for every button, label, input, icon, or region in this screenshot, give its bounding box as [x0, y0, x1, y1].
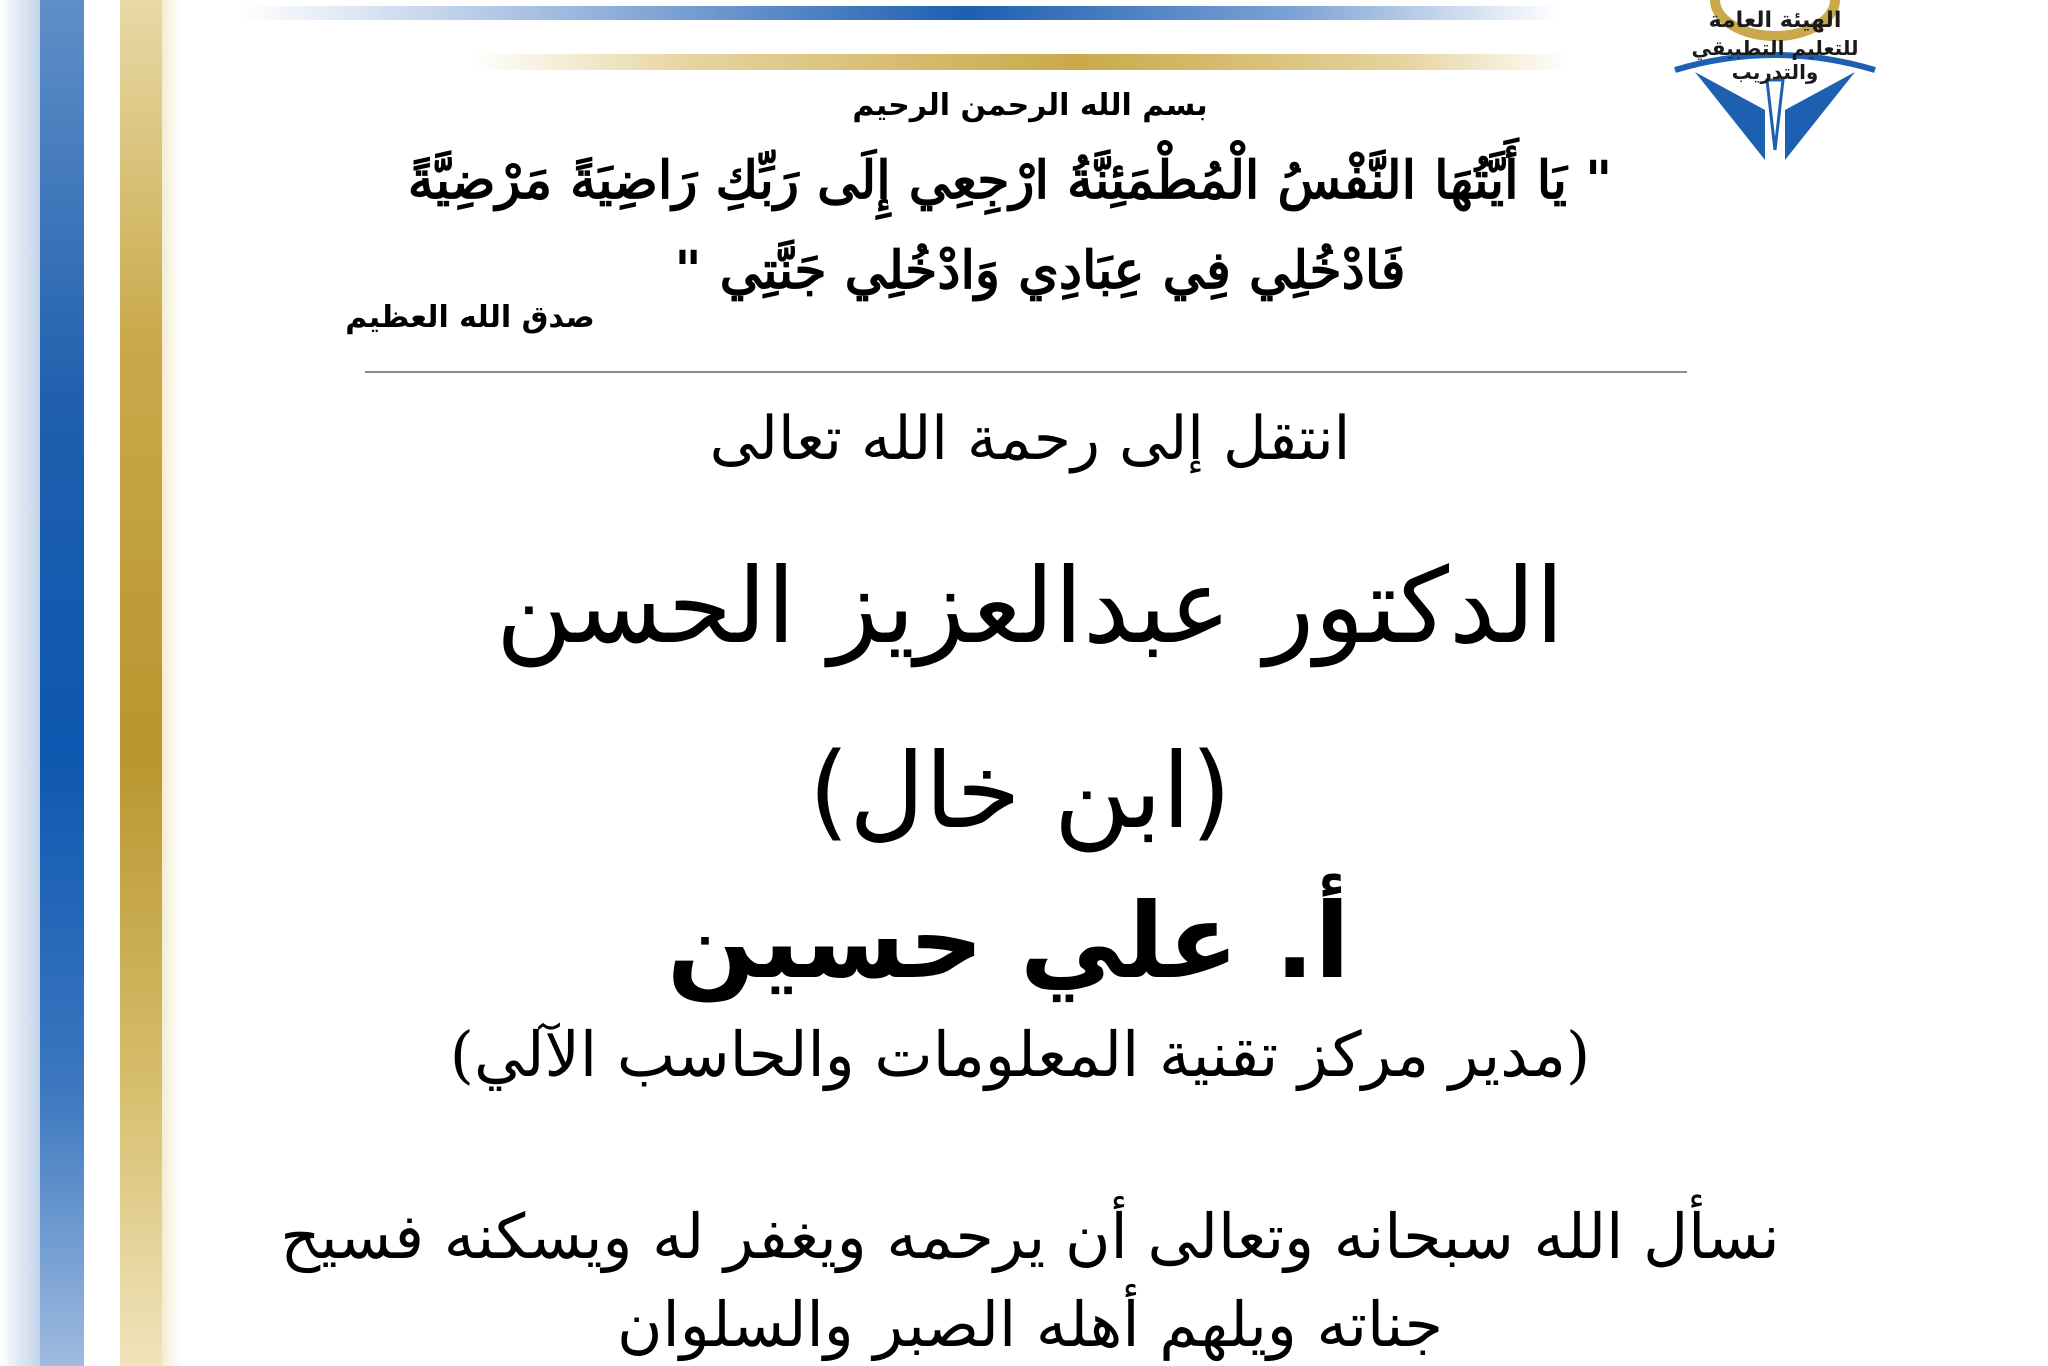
verse-line-2: فَادْخُلِي فِي عِبَادِي وَادْخُلِي جَنَّتِي "	[674, 240, 1406, 301]
logo-text-line1: الهيئة العامة	[1708, 8, 1842, 33]
relative-role: (مدير مركز تقنية المعلومات والحاسب الآلي)	[449, 1018, 1591, 1091]
verse-line-1: " يَا أَيَّتُهَا النَّفْسُ الْمُطْمَئِنَّةُ ارْجِعِي إِلَى رَبِّكِ رَاضِيَةً مَرْضِيَّةً	[407, 150, 1613, 211]
divider	[365, 371, 1687, 373]
institution-logo	[1655, 0, 1895, 170]
left-stripe-gap	[84, 0, 120, 1366]
left-stripe-gold	[120, 0, 162, 1366]
left-stripe-blue	[40, 0, 84, 1366]
deceased-name: الدكتور عبدالعزيز الحسن	[495, 545, 1565, 667]
basmala: بسم الله الرحمن الرحيم	[852, 88, 1208, 123]
top-line-blue	[240, 6, 1560, 20]
intro-text: انتقل إلى رحمة الله تعالى	[709, 404, 1351, 474]
top-line-gold	[470, 54, 1570, 70]
left-stripe-fade	[162, 0, 182, 1366]
left-stripe-light	[0, 0, 40, 1366]
logo-text-line2: للتعليم التطبيقي والتدريب	[1691, 36, 1859, 84]
prayer-line-2: جناته ويلهم أهله الصبر والسلوان	[617, 1288, 1443, 1361]
prayer-line-1: نسأل الله سبحانه وتعالى أن يرحمه ويغفر له ويسكنه فسيح	[280, 1200, 1780, 1273]
relative-name: أ. علي حسين	[666, 880, 1350, 1002]
relation-text: (ابن خال)	[808, 730, 1232, 852]
verse-closing: صدق الله العظيم	[345, 300, 595, 335]
